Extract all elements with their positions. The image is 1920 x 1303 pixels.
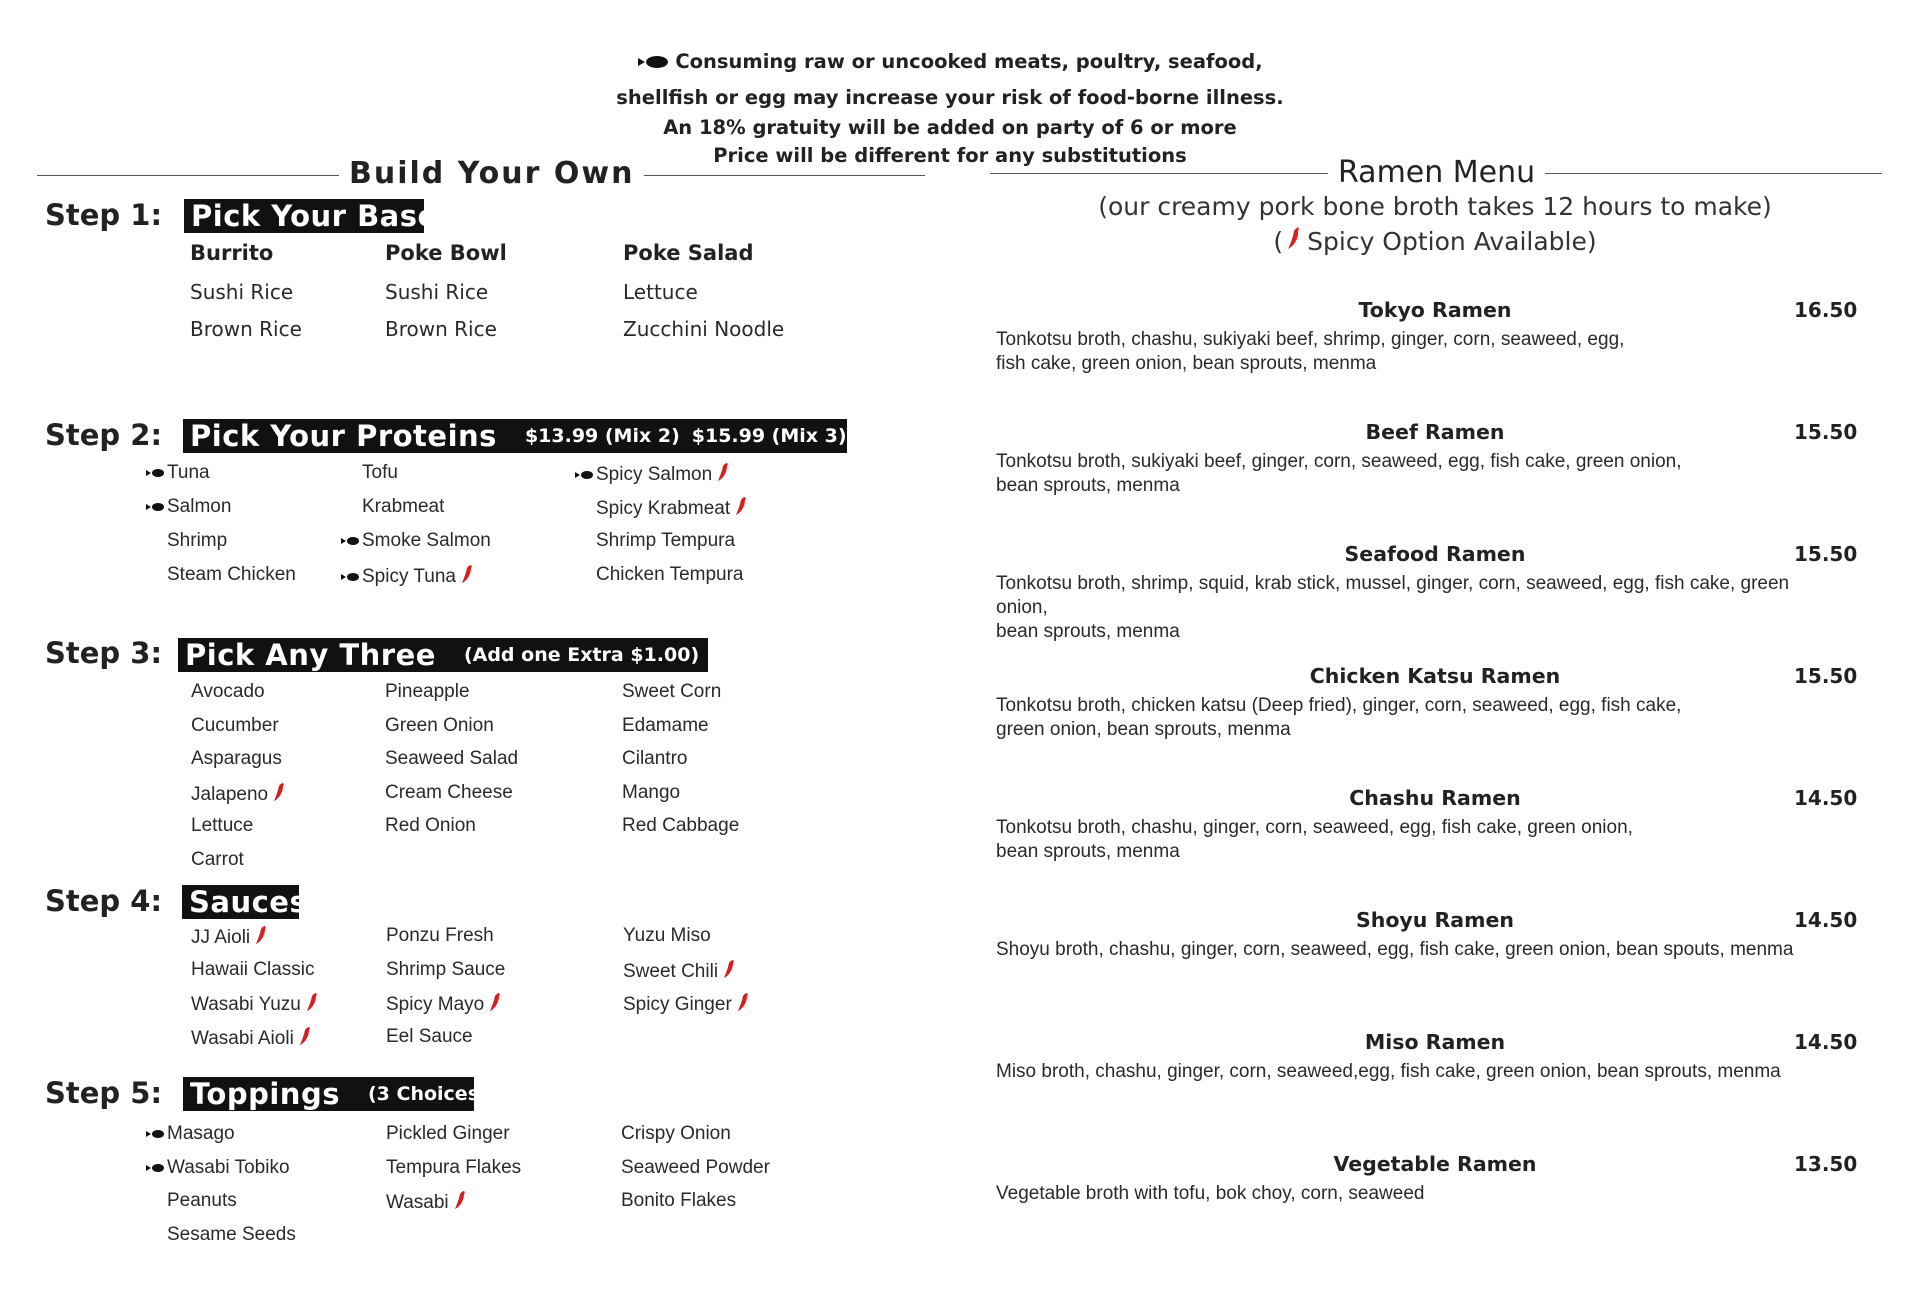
chili-pepper-icon xyxy=(717,462,729,488)
ramen-name-vegetable-ramen: Vegetable Ramen xyxy=(1333,1152,1537,1176)
chili-pepper-icon xyxy=(299,1026,311,1052)
option-label: Jalapeno xyxy=(191,784,269,805)
menu-option-sweet-chili xyxy=(623,959,735,985)
step-3-title: Pick Any Three xyxy=(185,638,436,672)
menu-option-sushi-rice xyxy=(385,280,488,304)
step-5-label: Step 5: xyxy=(45,1076,163,1110)
menu-option-brown-rice xyxy=(190,317,302,341)
option-label: Pickled Ginger xyxy=(386,1123,510,1144)
option-label: Steam Chicken xyxy=(167,564,296,585)
menu-option-salmon xyxy=(146,496,231,518)
menu-option-lettuce xyxy=(191,815,253,837)
fish-icon xyxy=(146,462,164,484)
step-3-extra-note: (Add one Extra $1.00) xyxy=(463,644,700,666)
chili-pepper-icon xyxy=(737,992,749,1018)
chili-pepper-icon xyxy=(273,782,285,808)
menu-option-wasabi-tobiko xyxy=(146,1157,290,1179)
menu-option-brown-rice xyxy=(385,317,497,341)
option-label: Peanuts xyxy=(167,1190,237,1211)
ramen-description-line: Tonkotsu broth, sukiyaki beef, ginger, corn, seaweed, egg, fish cake, green onion, xyxy=(996,451,1682,472)
option-label: Eel Sauce xyxy=(386,1026,473,1047)
step-2-title-bar xyxy=(183,419,847,453)
spicy-note-text: Spicy Option Available) xyxy=(1307,226,1597,256)
menu-option-yuzu-miso xyxy=(623,925,711,947)
menu-option-zucchini-noodle xyxy=(623,317,784,341)
ramen-description-line: Tonkotsu broth, shrimp, squid, krab stick, mussel, ginger, corn, seaweed, egg, fish cake, green onion, xyxy=(996,573,1790,618)
chili-pepper-icon xyxy=(1287,226,1301,256)
ramen-description xyxy=(996,1182,1796,1206)
menu-option-steam-chicken xyxy=(167,564,296,586)
menu-option-shrimp-tempura xyxy=(596,530,735,552)
ramen-name-shoyu-ramen: Shoyu Ramen xyxy=(1355,908,1514,932)
notice-line-2: shellfish or egg may increase your risk of food-borne illness. xyxy=(616,86,1284,109)
option-label: Carrot xyxy=(191,849,244,870)
menu-option-spicy-salmon xyxy=(575,462,729,488)
menu-option-crispy-onion xyxy=(621,1123,731,1145)
ramen-price: 14.50 xyxy=(1794,908,1858,932)
menu-option-krabmeat xyxy=(362,496,444,518)
option-label: Edamame xyxy=(622,715,709,736)
option-label: Crispy Onion xyxy=(621,1123,731,1144)
menu-option-smoke-salmon xyxy=(341,530,491,552)
menu-option-chicken-tempura xyxy=(596,564,744,586)
option-label: Tempura Flakes xyxy=(386,1157,522,1178)
ramen-subtitle: (our creamy pork bone broth takes 12 hours to make) xyxy=(1098,192,1772,221)
step-4-title-bar xyxy=(182,885,308,919)
option-label: Ponzu Fresh xyxy=(386,925,494,946)
ramen-menu-title: Ramen Menu xyxy=(1328,155,1545,190)
step-2-title: Pick Your Proteins xyxy=(190,419,497,453)
price-mix-3: $15.99 (Mix 3) xyxy=(691,425,847,447)
ramen-description xyxy=(996,1060,1796,1084)
option-label: Seaweed Salad xyxy=(385,748,519,769)
base-heading-poke-bowl: Poke Bowl xyxy=(385,241,507,265)
option-label: Hawaii Classic xyxy=(191,959,315,980)
option-label: Avocado xyxy=(191,681,265,702)
option-label: Spicy Krabmeat xyxy=(596,498,731,519)
option-label: Sushi Rice xyxy=(190,280,294,304)
chili-pepper-icon xyxy=(723,959,735,985)
notice-line-1: Consuming raw or uncooked meats, poultry, seafood, xyxy=(0,50,1900,74)
menu-option-sushi-rice xyxy=(190,280,293,304)
menu-option-asparagus xyxy=(191,748,282,770)
menu-option-jalapeno xyxy=(191,782,285,808)
ramen-description-line: bean sprouts, menma xyxy=(996,475,1180,496)
ramen-description-line: fish cake, green onion, bean sprouts, menma xyxy=(996,353,1377,374)
step-5-title: Toppings xyxy=(190,1077,340,1111)
option-label: Brown Rice xyxy=(385,317,497,341)
ramen-description-line: Tonkotsu broth, chashu, sukiyaki beef, shrimp, ginger, corn, seaweed, egg, xyxy=(996,329,1625,350)
menu-option-seaweed-powder xyxy=(621,1157,770,1179)
menu-option-eel-sauce xyxy=(386,1026,473,1048)
option-label: Masago xyxy=(167,1123,235,1144)
option-label: Sweet Chili xyxy=(623,961,719,982)
ramen-description-line: Vegetable broth with tofu, bok choy, corn, seaweed xyxy=(996,1183,1425,1204)
fish-icon xyxy=(146,496,164,518)
option-label: JJ Aioli xyxy=(191,927,251,948)
menu-option-wasabi-yuzu xyxy=(191,992,318,1018)
option-label: Sesame Seeds xyxy=(167,1224,296,1245)
option-label: Sweet Corn xyxy=(622,681,722,702)
spicy-option-note xyxy=(985,226,1885,256)
option-label: Spicy Mayo xyxy=(386,994,485,1015)
option-label: Seaweed Powder xyxy=(621,1157,770,1178)
step-3-title-bar xyxy=(178,638,708,672)
menu-option-cucumber xyxy=(191,715,279,737)
option-label: Bonito Flakes xyxy=(621,1190,737,1211)
menu-option-carrot xyxy=(191,849,244,871)
option-label: Cucumber xyxy=(191,715,279,736)
menu-option-lettuce xyxy=(623,280,698,304)
option-label: Tofu xyxy=(362,462,398,483)
option-label: Sushi Rice xyxy=(385,280,489,304)
option-label: Tuna xyxy=(167,462,210,483)
option-label: Shrimp xyxy=(167,530,228,551)
menu-option-spicy-tuna xyxy=(341,564,473,590)
ramen-description-line: Tonkotsu broth, chicken katsu (Deep fried), ginger, corn, seaweed, egg, fish cake, xyxy=(996,695,1682,716)
ramen-description xyxy=(996,938,1796,962)
ramen-name-beef-ramen: Beef Ramen xyxy=(1365,420,1505,444)
option-label: Cilantro xyxy=(622,748,688,769)
fish-icon xyxy=(341,530,359,552)
option-label: Asparagus xyxy=(191,748,282,769)
menu-option-peanuts xyxy=(167,1190,237,1212)
menu-option-masago xyxy=(146,1123,235,1145)
menu-option-cream-cheese xyxy=(385,782,513,804)
menu-option-red-cabbage xyxy=(622,815,739,837)
menu-option-tofu xyxy=(362,462,398,484)
fish-icon xyxy=(146,1157,164,1179)
base-heading-burrito: Burrito xyxy=(190,241,274,265)
menu-option-avocado xyxy=(191,681,265,703)
menu-option-cilantro xyxy=(622,748,687,770)
ramen-price: 15.50 xyxy=(1794,542,1858,566)
option-label: Red Onion xyxy=(385,815,476,836)
chili-pepper-icon xyxy=(306,992,318,1018)
menu-option-wasabi-aioli xyxy=(191,1026,311,1052)
option-label: Zucchini Noodle xyxy=(623,317,785,341)
option-label: Shrimp Tempura xyxy=(596,530,736,551)
menu-option-hawaii-classic xyxy=(191,959,315,981)
menu-option-ponzu-fresh xyxy=(386,925,494,947)
ramen-description-line: bean sprouts, menma xyxy=(996,621,1180,642)
step-4-title: Sauces xyxy=(189,885,308,919)
menu-option-shrimp xyxy=(167,530,227,552)
option-label: Brown Rice xyxy=(190,317,302,341)
menu-option-pineapple xyxy=(385,681,470,703)
spicy-note-open: ( xyxy=(1273,226,1284,256)
ramen-description-line: green onion, bean sprouts, menma xyxy=(996,719,1291,740)
option-label: Wasabi Yuzu xyxy=(191,994,301,1015)
step-3-label: Step 3: xyxy=(45,636,163,670)
option-label: Krabmeat xyxy=(362,496,445,517)
ramen-price: 14.50 xyxy=(1794,1030,1858,1054)
fish-icon xyxy=(637,51,669,74)
option-label: Wasabi Tobiko xyxy=(167,1157,290,1178)
step-5-extra-note: (3 Choices) xyxy=(367,1083,488,1105)
step-1-title: Pick Your Base xyxy=(191,199,438,233)
option-label: Salmon xyxy=(167,496,232,517)
option-label: Spicy Salmon xyxy=(596,464,713,485)
step-5-title-bar xyxy=(183,1077,488,1111)
chili-pepper-icon xyxy=(454,1190,466,1216)
menu-option-spicy-ginger xyxy=(623,992,749,1018)
menu-option-spicy-krabmeat xyxy=(596,496,747,522)
menu-option-shrimp-sauce xyxy=(386,959,505,981)
menu-option-jj-aioli xyxy=(191,925,267,951)
chili-pepper-icon xyxy=(255,925,267,951)
fish-icon xyxy=(341,566,359,588)
option-label: Wasabi xyxy=(386,1192,449,1213)
ramen-name-seafood-ramen: Seafood Ramen xyxy=(1344,542,1526,566)
option-label: Mango xyxy=(622,782,681,803)
step-4-label: Step 4: xyxy=(45,884,163,918)
ramen-price: 16.50 xyxy=(1794,298,1858,322)
option-label: Spicy Tuna xyxy=(362,566,456,587)
ramen-name-chicken-katsu-ramen: Chicken Katsu Ramen xyxy=(1309,664,1561,688)
ramen-price: 13.50 xyxy=(1794,1152,1858,1176)
menu-option-bonito-flakes xyxy=(621,1190,736,1212)
ramen-name-chashu-ramen: Chashu Ramen xyxy=(1349,786,1521,810)
fish-icon xyxy=(146,1123,164,1145)
chili-pepper-icon xyxy=(735,496,747,522)
option-label: Cream Cheese xyxy=(385,782,513,803)
option-label: Wasabi Aioli xyxy=(191,1028,294,1049)
menu-option-tuna xyxy=(146,462,210,484)
notice-line-4: Price will be different for any substitutions xyxy=(713,144,1187,167)
ramen-description-line: Miso broth, chashu, ginger, corn, seaweed,egg, fish cake, green onion, bean sprouts, menma xyxy=(996,1061,1781,1082)
menu-option-pickled-ginger xyxy=(386,1123,510,1145)
menu-option-wasabi xyxy=(386,1190,466,1216)
ramen-description xyxy=(996,816,1796,864)
step-1-title-bar xyxy=(184,199,438,233)
option-label: Green Onion xyxy=(385,715,494,736)
option-label: Lettuce xyxy=(191,815,254,836)
step-1-label: Step 1: xyxy=(45,198,163,232)
chili-pepper-icon xyxy=(461,564,473,590)
notice-line-3: An 18% gratuity will be added on party of 6 or more xyxy=(663,116,1237,139)
menu-option-seaweed-salad xyxy=(385,748,518,770)
menu-option-mango xyxy=(622,782,680,804)
ramen-description-line: bean sprouts, menma xyxy=(996,841,1180,862)
menu-option-sweet-corn xyxy=(622,681,721,703)
option-label: Chicken Tempura xyxy=(596,564,744,585)
ramen-price: 15.50 xyxy=(1794,420,1858,444)
chili-pepper-icon xyxy=(489,992,501,1018)
ramen-name-tokyo-ramen: Tokyo Ramen xyxy=(1358,298,1512,322)
option-label: Lettuce xyxy=(623,280,698,304)
menu-option-tempura-flakes xyxy=(386,1157,521,1179)
menu-option-red-onion xyxy=(385,815,476,837)
option-label: Red Cabbage xyxy=(622,815,740,836)
option-label: Pineapple xyxy=(385,681,470,702)
option-label: Spicy Ginger xyxy=(623,994,732,1015)
option-label: Shrimp Sauce xyxy=(386,959,506,980)
menu-option-edamame xyxy=(622,715,709,737)
ramen-description-line: Shoyu broth, chashu, ginger, corn, seaweed, egg, fish cake, green onion, bean spouts, menma xyxy=(996,939,1794,960)
menu-option-green-onion xyxy=(385,715,494,737)
ramen-price: 15.50 xyxy=(1794,664,1858,688)
build-your-own-title: Build Your Own xyxy=(339,156,644,191)
price-mix-2: $13.99 (Mix 2) xyxy=(524,425,680,447)
ramen-description xyxy=(996,450,1796,498)
ramen-description xyxy=(996,694,1796,742)
ramen-name-miso-ramen: Miso Ramen xyxy=(1364,1030,1506,1054)
menu-option-sesame-seeds xyxy=(167,1224,296,1246)
step-2-label: Step 2: xyxy=(45,418,163,452)
ramen-description-line: Tonkotsu broth, chashu, ginger, corn, seaweed, egg, fish cake, green onion, xyxy=(996,817,1633,838)
ramen-description xyxy=(996,328,1796,376)
fish-icon xyxy=(575,464,593,486)
base-heading-poke-salad: Poke Salad xyxy=(623,241,754,265)
menu-option-spicy-mayo xyxy=(386,992,501,1018)
ramen-price: 14.50 xyxy=(1794,786,1858,810)
option-label: Yuzu Miso xyxy=(623,925,711,946)
ramen-description xyxy=(996,572,1796,644)
option-label: Smoke Salmon xyxy=(362,530,491,551)
